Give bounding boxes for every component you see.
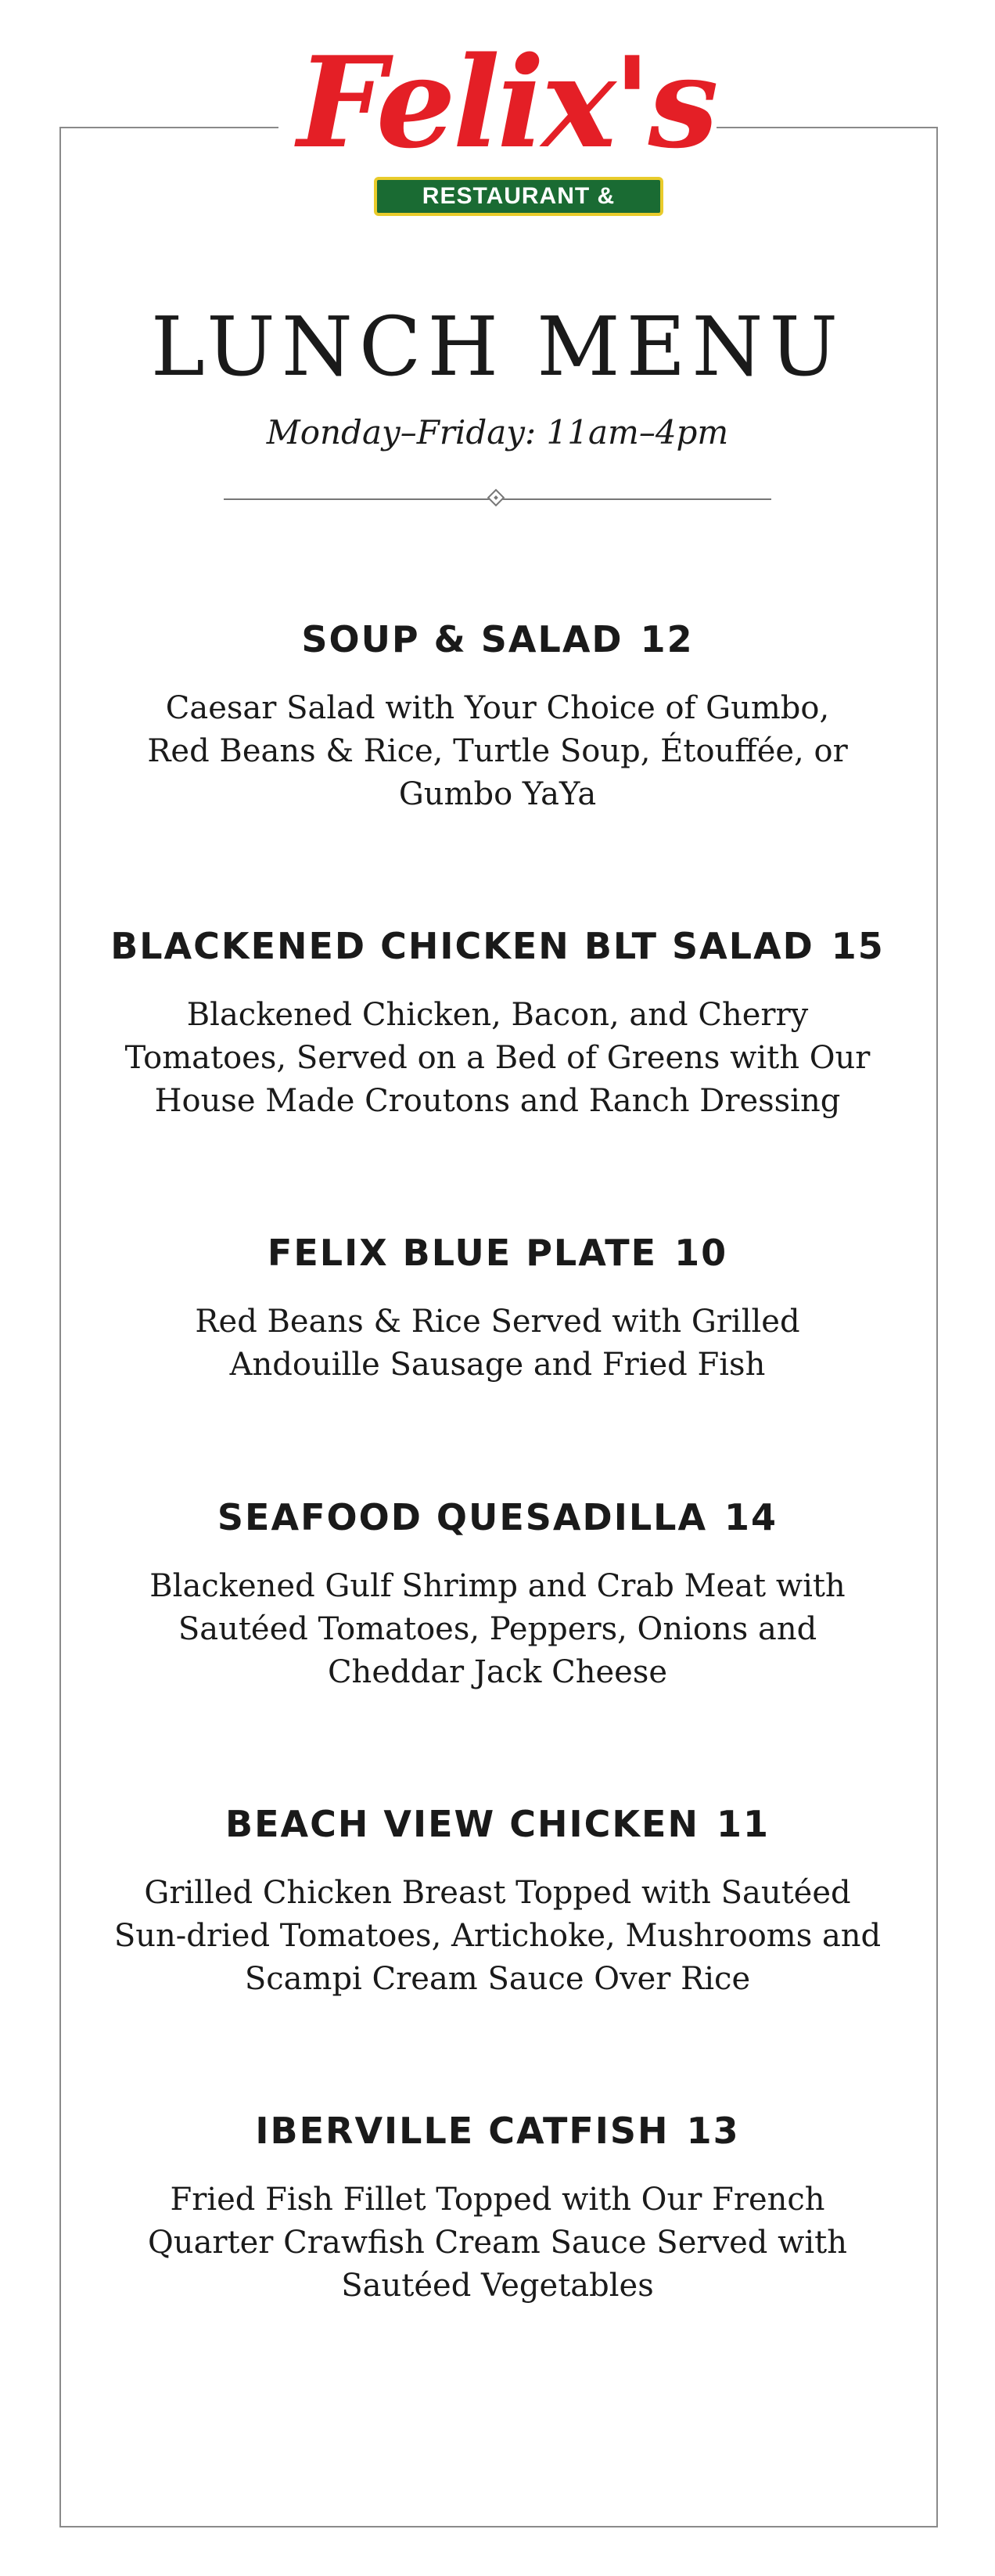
menu-item-beach-view-chicken	[78, 1797, 917, 2001]
item-description-line: Red Beans & Rice, Turtle Soup, Étouffée, or	[147, 733, 848, 769]
item-description-line: Andouille Sausage and Fried Fish	[229, 1347, 766, 1383]
item-description	[78, 1565, 917, 1694]
menu-title: LUNCH MENU	[150, 299, 845, 394]
item-description-line: Blackened Gulf Shrimp and Crab Meat with	[149, 1568, 846, 1604]
item-description-line: Blackened Chicken, Bacon, and Cherry	[186, 997, 809, 1033]
item-price: 15	[831, 925, 885, 967]
item-name: SEAFOOD QUESADILLA	[217, 1496, 708, 1538]
item-price: 13	[686, 2110, 740, 2152]
item-description-line: Red Beans & Rice Served with Grilled	[195, 1304, 800, 1340]
item-description-line: Gumbo YaYa	[398, 776, 597, 812]
menu-item-felix-blue-plate	[78, 1225, 917, 1387]
item-name: BLACKENED CHICKEN BLT SALAD	[110, 925, 814, 967]
item-name: FELIX BLUE PLATE	[267, 1232, 658, 1274]
item-price: 10	[674, 1232, 728, 1274]
restaurant-logo	[297, 28, 716, 242]
item-description-line: Scampi Cream Sauce Over Rice	[244, 1961, 751, 1997]
item-description-line: Sun-dried Tomatoes, Artichoke, Mushrooms and	[113, 1918, 882, 1954]
item-description-line: Fried Fish Fillet Topped with Our French	[170, 2182, 825, 2218]
menu-item-soup-salad	[78, 612, 917, 816]
item-description	[78, 2178, 917, 2308]
item-description	[78, 1872, 917, 2001]
item-description-line: Quarter Crawfish Cream Sauce Served with	[148, 2225, 847, 2261]
item-description	[78, 687, 917, 816]
item-name: BEACH VIEW CHICKEN	[225, 1803, 699, 1845]
menu-hours: Monday–Friday: 11am–4pm	[266, 413, 729, 452]
item-description-line: Cheddar Jack Cheese	[327, 1654, 668, 1690]
item-description-line: Sautéed Vegetables	[341, 2268, 654, 2304]
item-description-line: Caesar Salad with Your Choice of Gumbo,	[165, 690, 830, 726]
menu-item-iberville-catfish	[78, 2103, 917, 2308]
item-description	[78, 994, 917, 1123]
item-description-line: Grilled Chicken Breast Topped with Sautéed	[144, 1875, 851, 1911]
item-price: 14	[724, 1496, 778, 1538]
item-price: 11	[716, 1803, 770, 1845]
item-name: IBERVILLE CATFISH	[255, 2110, 670, 2152]
menu-item-seafood-quesadilla	[78, 1490, 917, 1694]
item-description	[78, 1301, 917, 1387]
logo-banner: RESTAURANT & OYSTER BAR	[374, 177, 663, 216]
item-description-line: Sautéed Tomatoes, Peppers, Onions and	[178, 1611, 817, 1647]
logo-script-text: Felix's	[297, 29, 716, 176]
item-description-line: House Made Croutons and Ranch Dressing	[154, 1083, 841, 1119]
item-description-line: Tomatoes, Served on a Bed of Greens with Our	[124, 1040, 871, 1076]
item-price: 12	[640, 618, 694, 660]
menu-item-blackened-chicken-blt-salad	[78, 919, 917, 1123]
item-name: SOUP & SALAD	[301, 618, 623, 660]
